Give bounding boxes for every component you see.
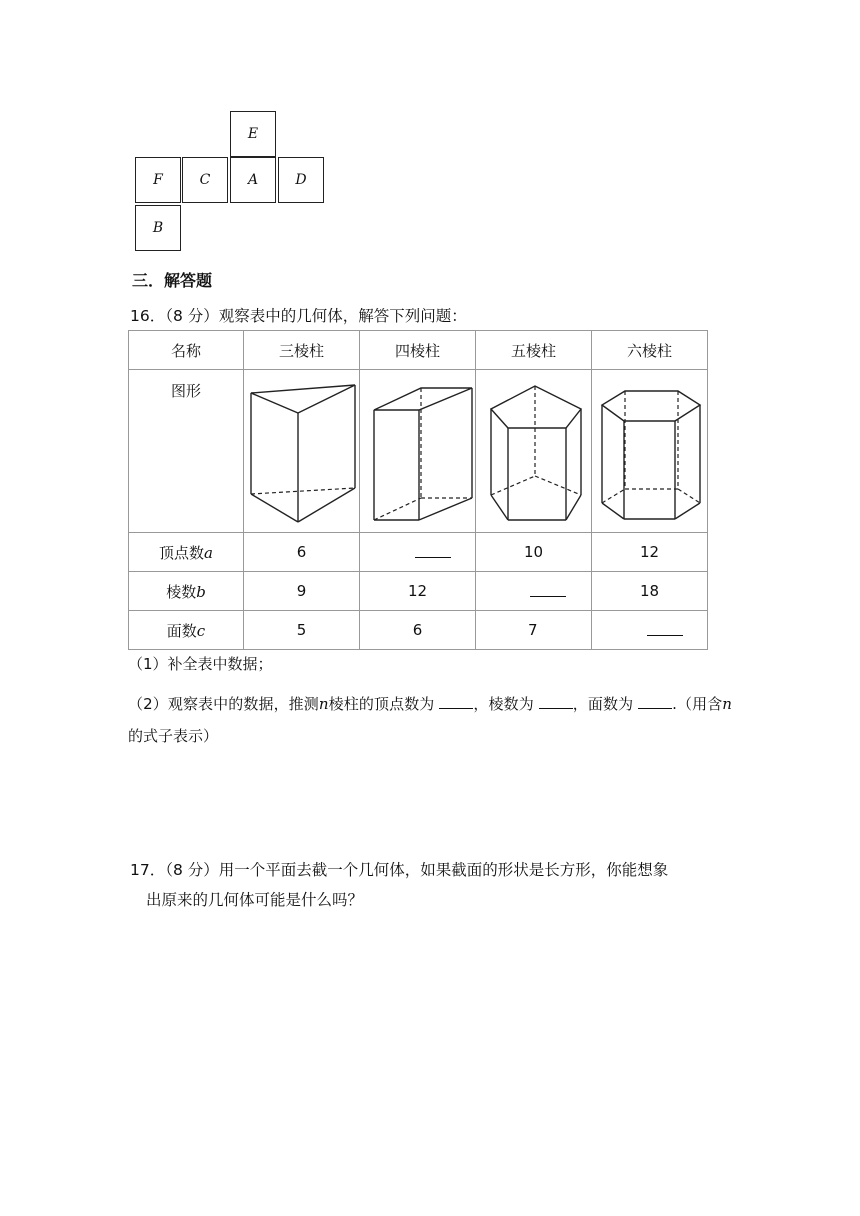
section-title: 三．解答题 — [132, 271, 213, 290]
edge-formula-blank[interactable] — [539, 694, 573, 709]
figure-label: 图形 — [170, 382, 201, 400]
quadrangular-prism-cell — [360, 370, 476, 533]
triangular-prism-cell — [244, 370, 360, 533]
question-16-part-1: （1）补全表中数据； — [128, 655, 273, 673]
header-cell: 名称 — [129, 331, 244, 370]
header-cell: 四棱柱 — [360, 331, 476, 370]
edges-quadrangular: 12 — [360, 572, 476, 611]
question-17-line-2: 出原来的几何体可能是什么吗？ — [146, 891, 364, 909]
quadrangular-prism-diagram — [363, 376, 473, 526]
vertices-pentagonal: 10 — [476, 533, 592, 572]
pentagonal-prism-cell — [476, 370, 592, 533]
question-17 — [130, 855, 732, 915]
table-figure-row — [129, 370, 708, 533]
faces-hexagonal-blank[interactable] — [592, 611, 708, 650]
table-row-edges — [129, 572, 708, 611]
table-row-faces — [129, 611, 708, 650]
net-cell-c: C — [182, 157, 228, 203]
faces-triangular: 5 — [244, 611, 360, 650]
table-header-row — [129, 331, 708, 370]
row-label: 顶点数a — [129, 533, 244, 572]
question-16-part-2: （2）观察表中的数据，推测n棱柱的顶点数为 ，棱数为 ，面数为 .（用含n的式子表示） — [128, 695, 732, 745]
hexagonal-prism-cell — [592, 370, 708, 533]
net-cell-f: F — [135, 157, 181, 203]
row-label: 面数c — [129, 611, 244, 650]
faces-quadrangular: 6 — [360, 611, 476, 650]
figure-label-cell — [129, 370, 244, 533]
header-cell: 三棱柱 — [244, 331, 360, 370]
row-label: 棱数b — [129, 572, 244, 611]
vertices-triangular: 6 — [244, 533, 360, 572]
edges-pentagonal-blank[interactable] — [476, 572, 592, 611]
faces-pentagonal: 7 — [476, 611, 592, 650]
face-formula-blank[interactable] — [638, 694, 672, 709]
vertices-quadrangular-blank[interactable] — [360, 533, 476, 572]
net-cell-a: A — [230, 157, 276, 203]
edges-hexagonal: 18 — [592, 572, 708, 611]
net-cell-b: B — [135, 205, 181, 251]
table-row-vertices — [129, 533, 708, 572]
net-cell-d: D — [278, 157, 324, 203]
vertex-formula-blank[interactable] — [439, 694, 473, 709]
pentagonal-prism-diagram — [479, 376, 589, 526]
cube-net-figure — [135, 111, 327, 255]
hexagonal-prism-diagram — [595, 376, 705, 526]
triangular-prism-diagram — [247, 376, 357, 526]
header-cell: 六棱柱 — [592, 331, 708, 370]
question-16-stem: 16．（8 分）观察表中的几何体，解答下列问题： — [130, 307, 467, 325]
prism-table — [128, 330, 708, 650]
header-cell: 五棱柱 — [476, 331, 592, 370]
question-17-line-1: 17．（8 分）用一个平面去截一个几何体，如果截面的形状是长方形，你能想象 — [130, 861, 669, 879]
net-cell-e: E — [230, 111, 276, 157]
vertices-hexagonal: 12 — [592, 533, 708, 572]
edges-triangular: 9 — [244, 572, 360, 611]
